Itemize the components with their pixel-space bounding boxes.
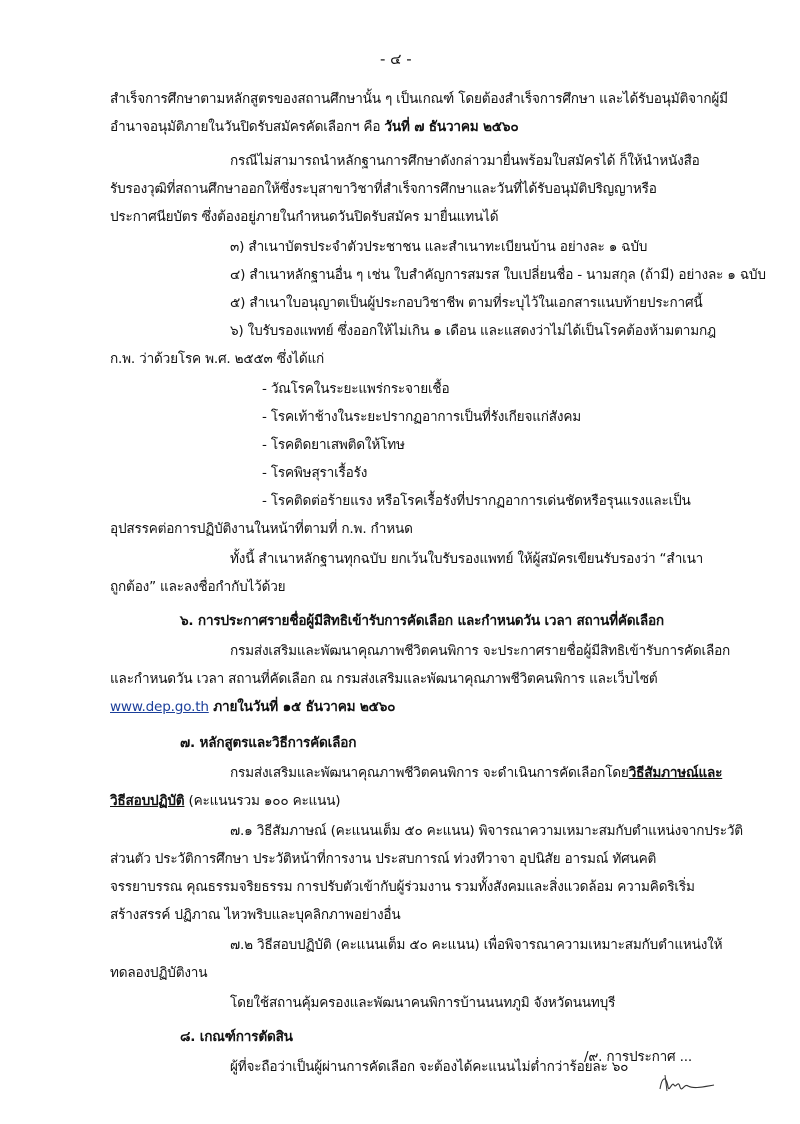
section-6-line-3 [110, 698, 395, 716]
section-7-line-2: วิธีสอบปฏิบัติ (คะแนนรวม ๑๐๐ คะแนน) [110, 793, 341, 809]
disease-item: - โรคติดต่อร้ายแรง หรือโรคเรื้อรังที่ปรากฏอาการเด่นชัดหรือรุนแรงและเป็น [262, 493, 691, 509]
disease-item: - วัณโรคในระยะแพร่กระจายเชื้อ [262, 381, 450, 397]
section-8-line-1: ผู้ที่จะถือว่าเป็นผู้ผ่านการคัดเลือก จะต้องได้คะแนนไม่ต่ำกว่าร้อยละ ๖๐ [230, 1059, 629, 1075]
section-7-line-1: กรมส่งเสริมและพัฒนาคุณภาพชีวิตคนพิการ จะดำเนินการคัดเลือกโดยวิธีสัมภาษณ์และ [230, 765, 723, 781]
venue-line: โดยใช้สถานคุ้มครองและพัฒนาคนพิการบ้านนนทภูมิ จังหวัดนนทบุรี [230, 995, 616, 1011]
medical-line-2: ก.พ. ว่าด้วยโรค พ.ศ. ๒๕๕๓ ซึ่งได้แก่ [110, 351, 325, 367]
section-8-heading: ๘. เกณฑ์การตัดสิน [180, 1029, 293, 1045]
method-practical: วิธีสอบปฏิบัติ [110, 793, 185, 809]
page-number: - ๔ - [380, 50, 412, 68]
disease-continuation: อุปสรรคต่อการปฏิบัติงานในหน้าที่ตามที่ ก.พ. กำหนด [110, 521, 413, 537]
deadline-date: วันที่ ๗ ธันวาคม ๒๕๖๐ [384, 119, 519, 135]
doc-item-5: ๕) สำเนาใบอนุญาตเป็นผู้ประกอบวิชาชีพ ตามที่ระบุไว้ในเอกสารแนบท้ายประกาศนี้ [230, 295, 703, 311]
medical-line-1: ๖) ใบรับรองแพทย์ ซึ่งออกให้ไม่เกิน ๑ เดือน และแสดงว่าไม่ได้เป็นโรคต้องห้ามตามกฎ [230, 323, 716, 339]
case-line-2: รับรองวุฒิที่สถานศึกษาออกให้ซึ่งระบุสาขาวิชาที่สำเร็จการศึกษาและวันที่ได้รับอนุมัติปริญญาหรือ [110, 181, 657, 197]
continuation-marker: /๙. การประกาศ ... [584, 1049, 692, 1065]
section-6-heading: ๖. การประกาศรายชื่อผู้มีสิทธิเข้ารับการคัดเลือก และกำหนดวัน เวลา สถานที่คัดเลือก [180, 613, 664, 629]
item-7-1-line: ส่วนตัว ประวัติการศึกษา ประวัติหน้าที่การงาน ประสบการณ์ ท่วงทีวาจา อุปนิสัย อารมณ์ ทัศนคติ [110, 851, 657, 867]
section-6-line-1: กรมส่งเสริมและพัฒนาคุณภาพชีวิตคนพิการ จะประกาศรายชื่อผู้มีสิทธิเข้ารับการคัดเลือก [230, 643, 731, 659]
announcement-date: ภายในวันที่ ๑๕ ธันวาคม ๒๕๖๐ [208, 699, 396, 715]
disease-item: - โรคพิษสุราเรื้อรัง [262, 465, 368, 481]
section-7-heading: ๗. หลักสูตรและวิธีการคัดเลือก [180, 735, 357, 751]
doc-item-3: ๓) สำเนาบัตรประจำตัวประชาชน และสำเนาทะเบียนบ้าน อย่างละ ๑ ฉบับ [230, 239, 648, 255]
disease-item: - โรคติดยาเสพติดให้โทษ [262, 437, 405, 453]
doc-item-4: ๔) สำเนาหลักฐานอื่น ๆ เช่น ใบสำคัญการสมรส ใบเปลี่ยนชื่อ - นามสกุล (ถ้ามี) อย่างละ ๑ ฉบับ [230, 267, 766, 283]
item-7-2-line: ทดลองปฏิบัติงาน [110, 965, 208, 981]
intro-line-2: อำนาจอนุมัติภายในวันปิดรับสมัครคัดเลือกฯ คือ วันที่ ๗ ธันวาคม ๒๕๖๐ [110, 119, 519, 135]
section-6-line-2: และกำหนดวัน เวลา สถานที่คัดเลือก ณ กรมส่งเสริมและพัฒนาคุณภาพชีวิตคนพิการ และเว็บไซต์ [110, 671, 658, 687]
website-link[interactable]: www.dep.go.th [110, 699, 209, 715]
item-7-1-line: จรรยาบรรณ คุณธรรมจริยธรรม การปรับตัวเข้ากับผู้ร่วมงาน รวมทั้งสังคมและสิ่งแวดล้อม ความคิดริเริ่ม [110, 879, 695, 895]
method-interview: วิธีสัมภาษณ์และ [628, 765, 723, 781]
case-line-1: กรณีไม่สามารถนำหลักฐานการศึกษาดังกล่าวมายื่นพร้อมใบสมัครได้ ก็ให้นำหนังสือ [230, 153, 700, 169]
signature-scribble [656, 1067, 718, 1099]
copies-note-line-2: ถูกต้อง” และลงชื่อกำกับไว้ด้วย [110, 579, 286, 595]
disease-item: - โรคเท้าช้างในระยะปรากฏอาการเป็นที่รังเกียจแก่สังคม [262, 409, 581, 425]
item-7-1-line: ๗.๑ วิธีสัมภาษณ์ (คะแนนเต็ม ๕๐ คะแนน) พิจารณาความเหมาะสมกับตำแหน่งจากประวัติ [230, 823, 743, 839]
item-7-1-line: สร้างสรรค์ ปฏิภาณ ไหวพริบและบุคลิกภาพอย่างอื่น [110, 907, 401, 923]
intro-line-1: สำเร็จการศึกษาตามหลักสูตรของสถานศึกษานั้น ๆ เป็นเกณฑ์ โดยต้องสำเร็จการศึกษา และได้รับอนุมัติจากผู้มี [110, 91, 728, 107]
copies-note-line-1: ทั้งนี้ สำเนาหลักฐานทุกฉบับ ยกเว้นใบรับรองแพทย์ ให้ผู้สมัครเขียนรับรองว่า “สำเนา [230, 551, 704, 567]
item-7-2-line: ๗.๒ วิธีสอบปฏิบัติ (คะแนนเต็ม ๕๐ คะแนน) เพื่อพิจารณาความเหมาะสมกับตำแหน่งให้ [230, 937, 723, 953]
case-line-3: ประกาศนียบัตร ซึ่งต้องอยู่ภายในกำหนดวันปิดรับสมัคร มายื่นแทนได้ [110, 209, 499, 225]
